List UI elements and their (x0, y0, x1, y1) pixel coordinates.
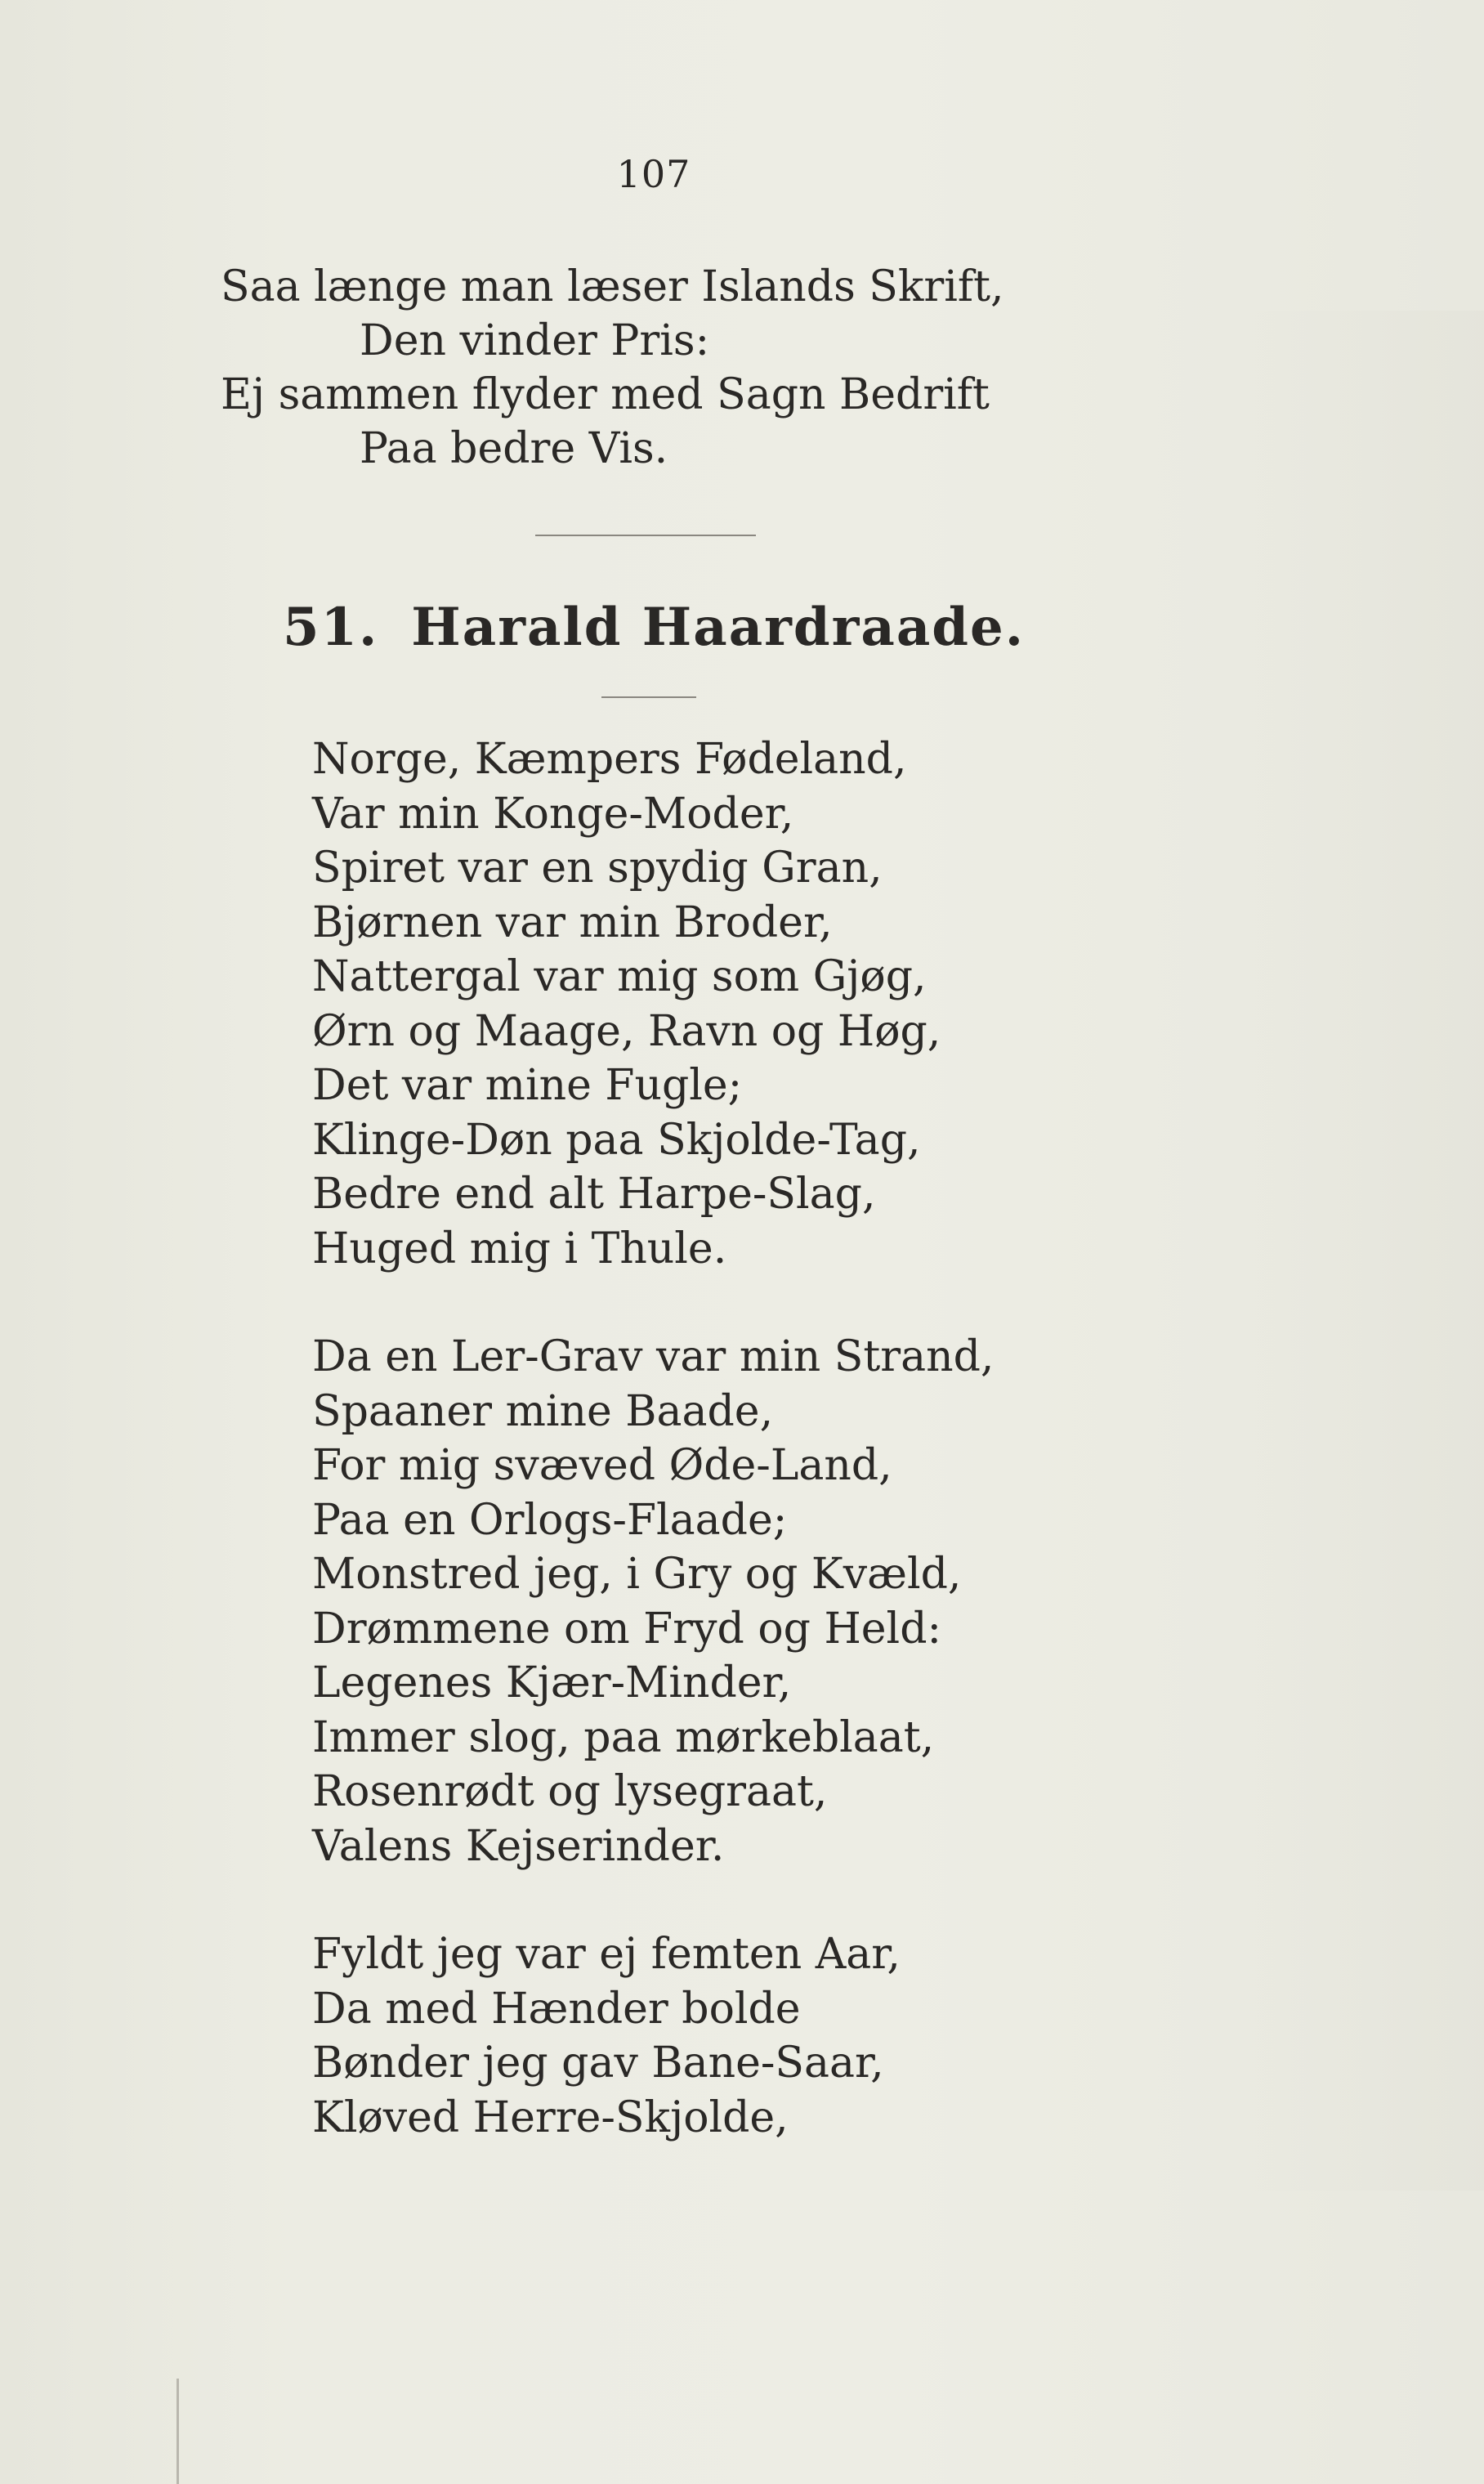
verse-line: Bedre end alt Harpe-Slag, (312, 1170, 876, 1219)
verse-line: Monstred jeg, i Gry og Kvæld, (312, 1550, 962, 1599)
poem-body (312, 732, 1374, 2199)
title-divider (601, 696, 696, 698)
verse-line: Var min Konge-Moder, (312, 789, 794, 839)
section-divider (535, 535, 756, 536)
verse-line: Norge, Kæmpers Fødeland, (312, 735, 907, 784)
stanza-2 (312, 1330, 1374, 1873)
verse-line: Den vinder Pris: (360, 316, 710, 365)
verse-line: Nattergal var mig som Gjøg, (312, 952, 927, 1001)
verse-line: Da en Ler-Grav var min Strand, (312, 1332, 995, 1381)
stanza-1 (312, 732, 1374, 1276)
verse-line: Valens Kejserinder. (312, 1821, 725, 1871)
verse-line: Bjørnen var min Broder, (312, 897, 833, 947)
verse-line: Drømmene om Fryd og Held: (312, 1604, 941, 1654)
poem-title: Harald Haardraade. (411, 597, 1026, 658)
verse-line: Paa bedre Vis. (360, 424, 668, 473)
page-edge-mark (177, 2379, 179, 2484)
intro-stanza (221, 260, 1283, 476)
poem-heading (0, 597, 1307, 658)
verse-line: Det var mine Fugle; (312, 1061, 743, 1110)
verse-line: Paa en Orlogs-Flaade; (312, 1495, 788, 1545)
poem-number: 51. (282, 597, 379, 658)
verse-line: Saa længe man læser Islands Skrift, (221, 262, 1004, 311)
verse-line: Spiret var en spydig Gran, (312, 844, 883, 893)
verse-line: Legenes Kjær-Minder, (312, 1658, 792, 1707)
verse-line: For mig svæved Øde-Land, (312, 1441, 892, 1490)
page-number: 107 (616, 152, 691, 196)
verse-line: Ej sammen flyder med Sagn Bedrift (221, 370, 990, 419)
verse-line: Ørn og Maage, Ravn og Høg, (312, 1006, 941, 1056)
verse-line: Bønder jeg gav Bane-Saar, (312, 2039, 884, 2088)
stanza-3 (312, 1927, 1374, 2145)
verse-line: Klinge-Døn paa Skjolde-Tag, (312, 1115, 921, 1165)
verse-line: Immer slog, paa mørkeblaat, (312, 1712, 935, 1762)
verse-line: Fyldt jeg var ej femten Aar, (312, 1930, 901, 1979)
verse-line: Huged mig i Thule. (312, 1224, 727, 1273)
verse-line: Kløved Herre-Skjolde, (312, 2092, 789, 2142)
verse-line: Spaaner mine Baade, (312, 1386, 774, 1436)
verse-line: Rosenrødt og lysegraat, (312, 1767, 828, 1816)
verse-line: Da med Hænder bolde (312, 1984, 801, 2034)
